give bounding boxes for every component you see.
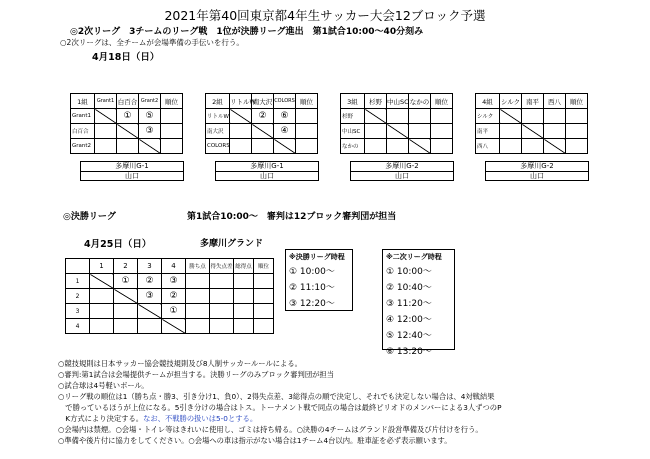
group-col-header: 順位 [431,94,453,109]
final-schedule-item: ② 11:10～ [289,283,335,293]
final-cell [186,304,210,319]
group-cell [409,109,431,124]
group-cell [566,109,588,124]
group-cell: ⑥ [274,109,296,124]
final-cell: ② [138,274,162,289]
final-cell [210,289,234,304]
final-cell [234,304,254,319]
group-cell [522,139,544,154]
rule-note [58,392,495,403]
rule-note-text: ○リーグ戦の順位は1（勝ち点・勝3、引き分け1、負0）、2得失点差、3総得点の順で決定し、それでも決定しない場合は、4対戦結果 [58,392,495,401]
group-cell [117,139,139,154]
final-row-label: 3 [66,304,90,319]
final-row [66,274,274,289]
final-cell: ① [114,274,138,289]
group-label: 2組 [206,94,230,109]
final-row-label: 2 [66,289,90,304]
group-cell [387,139,409,154]
group-cell [409,124,431,139]
group-col-header: 順位 [566,94,588,109]
group-row [71,109,183,124]
group-venue-box [80,161,184,181]
final-cell: ③ [162,274,186,289]
league2-note: ○2次リーグは、全チームが会場準備の手伝いを行う。 [60,38,244,47]
second-schedule-item: ⑥ 13:20～ [386,347,432,357]
group-col-header: 中山SC [387,94,409,109]
group-row [341,109,453,124]
rule-note-text: ○準備や後片付に協力をしてください。○会場への車は指示がない場合は1チーム4台以内。駐車証を必ず表示願います。 [58,436,452,445]
final-cell [210,304,234,319]
group-cell [387,109,409,124]
rule-note [58,370,334,381]
final-cell [234,319,254,334]
group-cell [431,124,453,139]
group-cell [95,109,117,124]
group-cell: ⑤ [139,109,161,124]
final-row [66,319,274,334]
rule-note [58,436,452,447]
final-cell [90,319,114,334]
second-schedule-item: ④ 12:00～ [386,315,432,325]
group-venue: 多摩川G-2 [385,162,419,170]
final-cell [210,319,234,334]
final-header-row [66,259,274,274]
group-cell [161,124,183,139]
group-cell [522,109,544,124]
final-heading: ◎決勝リーグ [63,212,116,222]
group-table-4 [475,93,588,154]
final-row [66,289,274,304]
group-team-name: シルク [476,109,500,124]
group-col-header: Grant2 [139,94,161,109]
final-col-header: 順位 [254,259,274,274]
second-schedule-box [382,249,455,357]
final-col-header: 1 [90,259,114,274]
rule-note [58,359,302,370]
rule-note-text: ○競技規則は日本サッカー協会競技規則及び8人制サッカールールによる。 [58,359,302,368]
final-cell [138,304,162,319]
group-header-row [341,94,453,109]
group-cell [296,139,318,154]
group-col-header: Grant1 [95,94,117,109]
final-schedule-item: ③ 12:20～ [289,299,335,309]
group-team-name: 南平 [476,124,500,139]
group-team-name: Grant1 [71,109,95,124]
league2-heading: ◎2次リーグ 3チームのリーグ戦 1位が決勝リーグ進出 第1試合10:00～40分刻み [70,27,424,37]
group-cell [95,124,117,139]
group-row [341,124,453,139]
final-cell: ③ [138,289,162,304]
group-row [71,139,183,154]
final-row [66,304,274,319]
group-row [71,124,183,139]
group-cell [95,139,117,154]
final-cell [234,274,254,289]
group-team-name: COLORS [206,139,230,154]
group-cell [296,124,318,139]
final-cell [138,319,162,334]
final-date: 4月25日（日） [84,239,152,250]
group-cell: ④ [274,124,296,139]
group-cell [566,139,588,154]
second-schedule-item: ⑤ 12:40～ [386,331,432,341]
group-team-name: 白百合 [71,124,95,139]
group-label: 4組 [476,94,500,109]
group-label: 1組 [71,94,95,109]
forfeit-note: なお、不戦勝の扱いは5-0とする。 [143,414,258,423]
group-cell [431,109,453,124]
group-cell: ③ [139,124,161,139]
final-info: 第1試合10:00～ 審判は12ブロック審判団が担当 [187,212,397,222]
final-cell [186,274,210,289]
second-schedule-item: ③ 11:20～ [386,299,432,309]
final-schedule-box [285,249,353,311]
group-cell [544,139,566,154]
group-col-header: 杉野 [365,94,387,109]
group-col-header: なかの [409,94,431,109]
final-cell [186,319,210,334]
group-cell: ① [117,109,139,124]
group-cell [500,139,522,154]
group-header-row [206,94,318,109]
group-cell [544,124,566,139]
group-cell [230,139,252,154]
final-cell: ① [162,304,186,319]
group-team-name: なかの [341,139,365,154]
group-col-header: COLORS [274,94,296,109]
final-league-table [65,258,274,334]
rule-note [58,425,483,436]
final-col-header: 総得点 [234,259,254,274]
rule-note-text: ○会場内は禁煙。○会場・トイレ等はきれいに使用し、ゴミは持ち帰る。○決勝の4チームはグランド設営準備及び片付けを行う。 [58,425,483,434]
final-col-header: 2 [114,259,138,274]
final-cell [234,289,254,304]
group-venue-box [350,161,454,181]
group-cell [365,124,387,139]
rule-note-text: ○審判:第1試合は会場提供チームが担当する。決勝リーグのみブロック審判団が担当 [58,370,335,379]
group-team-name: 西八 [476,139,500,154]
final-cell [254,304,274,319]
group-cell [274,139,296,154]
group-cell [252,139,274,154]
final-cell [186,289,210,304]
group-cell [365,139,387,154]
second-schedule-item: ① 10:00～ [386,267,432,277]
final-col-header: 3 [138,259,162,274]
group-cell: ② [252,109,274,124]
group-cell [252,124,274,139]
group-referee: 山口 [486,171,588,181]
group-row [476,109,588,124]
group-table-2 [205,93,318,154]
group-team-name: 中山SC [341,124,365,139]
group-row [476,139,588,154]
group-table-1 [70,93,183,154]
group-cell [161,139,183,154]
group-row [341,139,453,154]
group-col-header: シルク [500,94,522,109]
final-col-header: 得失点差 [210,259,234,274]
final-cell [90,304,114,319]
final-row-label: 1 [66,274,90,289]
group-venue: 多摩川G-1 [250,162,284,170]
group-col-header: 白百合 [117,94,139,109]
final-cell [90,289,114,304]
group-col-header: リトルW [230,94,252,109]
final-col-header: 勝ち点 [186,259,210,274]
rule-note [58,414,257,425]
second-schedule-item: ② 10:40～ [386,283,432,293]
group-row [206,139,318,154]
group-col-header: 南平 [522,94,544,109]
group-referee: 山口 [351,171,453,181]
group-team-name: Grant2 [71,139,95,154]
group-cell [409,139,431,154]
group-cell [387,124,409,139]
group-cell [431,139,453,154]
second-schedule-heading: ※二次リーグ時程 [386,253,442,261]
final-cell [254,289,274,304]
rule-note-text: K方式により決定する。 [58,414,144,423]
final-cell [162,319,186,334]
final-cell [90,274,114,289]
final-cell [114,304,138,319]
group-cell [500,109,522,124]
group-row [206,109,318,124]
group-cell [161,109,183,124]
group-cell [500,124,522,139]
rule-note-text: ○試合球は4号軽いボール。 [58,381,149,390]
final-cell [114,319,138,334]
group-label: 3組 [341,94,365,109]
group-header-row [71,94,183,109]
page-title: 2021年第40回東京都4年生サッカー大会12ブロック予選 [164,8,486,23]
group-venue-box [215,161,319,181]
group-col-header: 西八 [544,94,566,109]
group-cell [230,109,252,124]
final-cell [254,274,274,289]
final-row-label: 4 [66,319,90,334]
final-venue: 多摩川グランド [200,239,264,249]
group-cell [522,124,544,139]
group-col-header: 順位 [296,94,318,109]
group-col-header: 南大沢 [252,94,274,109]
rule-note-text: で勝っているほうが上位になる。5引き分けの場合はトス。トーナメント戦で同点の場合は最終ピリオドのメンバーによる3人ずつのP [58,403,502,412]
rule-note [58,403,501,414]
group-cell [296,109,318,124]
final-col-header: 4 [162,259,186,274]
final-schedule-item: ① 10:00～ [289,267,335,277]
group-venue: 多摩川G-2 [520,162,554,170]
group-cell [365,109,387,124]
group-team-name: リトルW [206,109,230,124]
group-cell [544,109,566,124]
group-team-name: 南大沢 [206,124,230,139]
group-cell [139,139,161,154]
group-referee: 山口 [81,171,183,181]
final-cell [254,319,274,334]
final-cell: ② [162,289,186,304]
group-header-row [476,94,588,109]
final-schedule-heading: ※決勝リーグ時程 [289,253,345,261]
group-table-3 [340,93,453,154]
group-row [476,124,588,139]
group-cell [566,124,588,139]
group-row [206,124,318,139]
league2-date: 4月18日（日） [92,52,160,63]
group-venue: 多摩川G-1 [115,162,149,170]
final-corner [66,259,90,274]
final-cell [210,274,234,289]
final-cell [114,289,138,304]
group-cell [230,124,252,139]
group-referee: 山口 [216,171,318,181]
group-venue-box [485,161,589,181]
rule-note [58,381,149,392]
group-col-header: 順位 [161,94,183,109]
group-cell [117,124,139,139]
group-team-name: 杉野 [341,109,365,124]
